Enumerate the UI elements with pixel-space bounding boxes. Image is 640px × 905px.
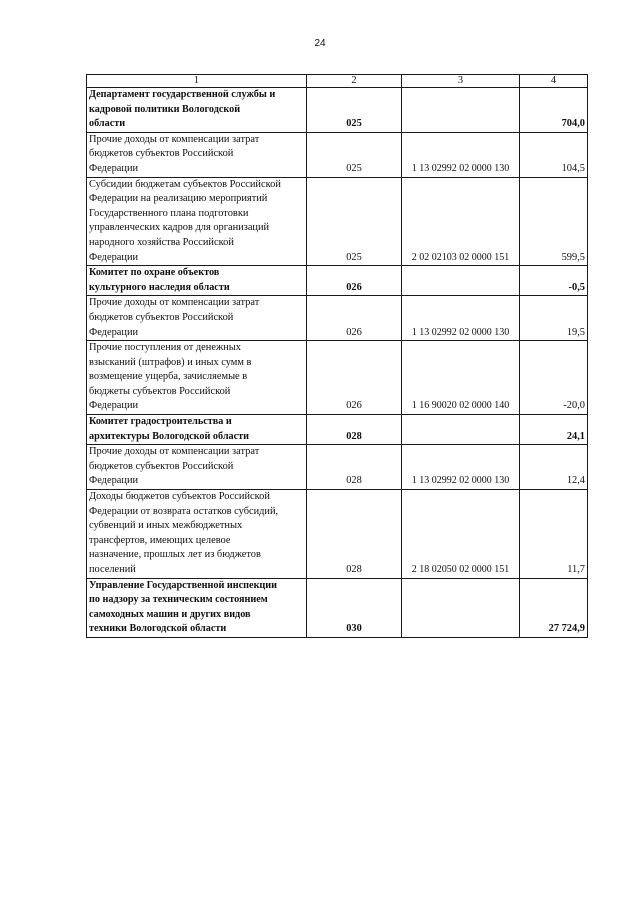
row-name-cell: Прочие доходы от компенсации затрат бюджетов субъектов Российской Федерации [87,445,307,490]
row-name-cell: Управление Государственной инспекции по надзору за техническим состоянием самоходных машин и других видов техники Вологодской области [87,578,307,637]
table-header-row [87,75,588,88]
row-admin-code-cell: 030 [307,578,402,637]
row-budget-code-cell: 1 13 02992 02 0000 130 [402,296,520,341]
column-header-2: 2 [307,75,402,88]
budget-revenue-table [86,74,588,638]
table-row-department [87,415,588,445]
table-row-revenue-item [87,132,588,177]
table-row-revenue-item [87,177,588,266]
row-budget-code-cell: 1 16 90020 02 0000 140 [402,341,520,415]
column-header-1: 1 [87,75,307,88]
row-admin-code-cell: 026 [307,296,402,341]
column-header-4: 4 [520,75,588,88]
row-admin-code-cell: 028 [307,490,402,579]
row-name-cell: Прочие доходы от компенсации затрат бюджетов субъектов Российской Федерации [87,132,307,177]
table-row-revenue-item [87,341,588,415]
table-row-department [87,578,588,637]
row-name-cell: Департамент государственной службы и кадровой политики Вологодской области [87,88,307,133]
column-header-3: 3 [402,75,520,88]
table-row-revenue-item [87,296,588,341]
row-admin-code-cell: 025 [307,88,402,133]
row-name-cell: Прочие поступления от денежных взысканий (штрафов) и иных сумм в возмещение ущерба, зачисляемые в бюджеты субъектов Российской Федерации [87,341,307,415]
row-name-cell: Комитет по охране объектов культурного наследия области [87,266,307,296]
row-admin-code-cell: 026 [307,341,402,415]
table-body [87,88,588,638]
row-amount-cell: 24,1 [520,415,588,445]
row-amount-cell: 19,5 [520,296,588,341]
row-admin-code-cell: 028 [307,445,402,490]
table-row-revenue-item [87,490,588,579]
row-amount-cell: -0,5 [520,266,588,296]
row-amount-cell: 11,7 [520,490,588,579]
row-budget-code-cell: 1 13 02992 02 0000 130 [402,445,520,490]
row-name-cell: Доходы бюджетов субъектов Российской Федерации от возврата остатков субсидий, субвенций и иных межбюджетных трансфертов, имеющих целевое назначение, прошлых лет из бюджетов поселений [87,490,307,579]
row-admin-code-cell: 025 [307,132,402,177]
row-name-cell: Субсидии бюджетам субъектов Российской Федерации на реализацию мероприятий Государственного плана подготовки управленческих кадров для организаций народного хозяйства Российской Федерации [87,177,307,266]
row-budget-code-cell: 1 13 02992 02 0000 130 [402,132,520,177]
row-amount-cell: 704,0 [520,88,588,133]
table-row-department [87,266,588,296]
row-budget-code-cell [402,266,520,296]
row-admin-code-cell: 028 [307,415,402,445]
row-budget-code-cell: 2 02 02103 02 0000 151 [402,177,520,266]
row-budget-code-cell [402,88,520,133]
row-amount-cell: 599,5 [520,177,588,266]
page-number: 24 [314,38,326,49]
row-admin-code-cell: 026 [307,266,402,296]
row-amount-cell: 104,5 [520,132,588,177]
row-amount-cell: -20,0 [520,341,588,415]
row-name-cell: Комитет градостроительства и архитектуры Вологодской области [87,415,307,445]
row-amount-cell: 12,4 [520,445,588,490]
row-admin-code-cell: 025 [307,177,402,266]
row-budget-code-cell [402,415,520,445]
row-amount-cell: 27 724,9 [520,578,588,637]
row-budget-code-cell: 2 18 02050 02 0000 151 [402,490,520,579]
row-name-cell: Прочие доходы от компенсации затрат бюджетов субъектов Российской Федерации [87,296,307,341]
table-row-revenue-item [87,445,588,490]
table-row-department [87,88,588,133]
row-budget-code-cell [402,578,520,637]
